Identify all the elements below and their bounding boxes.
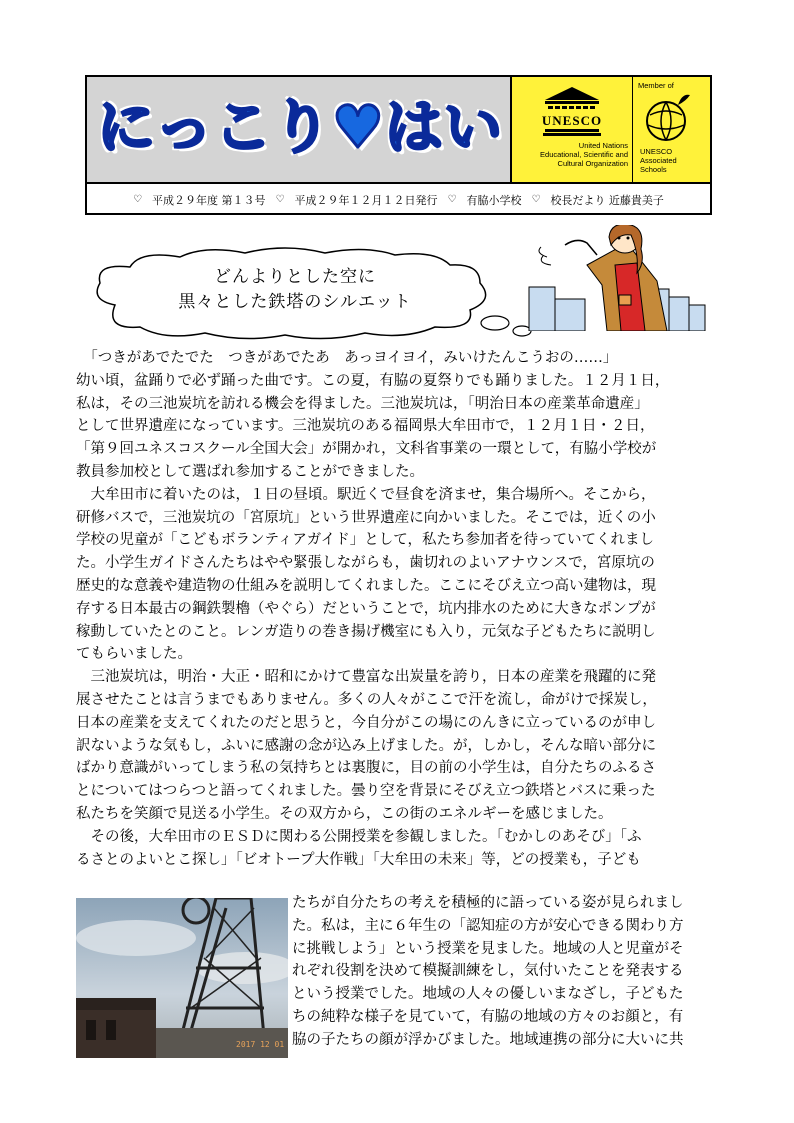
member-of-label: Member of bbox=[638, 81, 674, 90]
miyanohara-tower-photo bbox=[76, 898, 288, 1058]
headline-line-2: 黒々とした鉄塔のシルエット bbox=[178, 292, 412, 312]
article-paragraph: 「つきがあでたでた つきがあでたあ あっヨイヨイ，みいけたんこうおの……」 幼い頃，盆踊りで必ず踊った曲です。この夏，有脇の夏祭りでも踊りました。１２月１日， 私は，その三池炭坑を訪れる機会を得ました。三池炭坑は，「明治日本の産業革命遺産」 として世界遺産になっています。三池炭坑のある福岡県大牟田市で，１２月１日・２日， 「第９回ユネスコスクール全国大会」が開かれ，文科省事業の一環として，有脇小学校が 教員参加校として選ばれ参加することができました。 bbox=[76, 350, 670, 480]
heart-icon: ♡ bbox=[133, 194, 143, 205]
issue-number: 平成２９年度 第１３号 bbox=[152, 193, 266, 207]
heart-icon: ♡ bbox=[531, 194, 541, 205]
article-paragraph: 三池炭坑は，明治・大正・昭和にかけて豊富な出炭量を誇り，日本の産業を飛躍的に発 展させたことは言うまでもありません。多くの人々がここで汗を流し，命がけで採炭し， 日本の産業を支えてくれたのだと思うと，今自分がこの場にのんきに立っているのが申し 訳ないような気もし，ふいに感謝の念が込み上げました。が，しかし，そんな暗い部分に ばかり意識がいってしまう私の気持ちとは裏腹に，目の前の小学生は，自分たちのふるさ とについてはつらつと語ってくれました。曇り空を背景にそびえ立つ鉄塔とバスに乗った 私たちを笑顔で見送る小学生。その双方から，この街のエネルギーを感じました。 bbox=[76, 669, 657, 822]
title-banner bbox=[87, 77, 510, 182]
unesco-caption: United Nations Educational, Scientific and Cultural Organization bbox=[540, 141, 628, 168]
photo-date-stamp: 2017 12 01 bbox=[236, 1040, 285, 1049]
unesco-temple-icon bbox=[542, 85, 602, 137]
heart-icon: ♡ bbox=[275, 194, 285, 205]
newsletter-title: にっこり♥はい bbox=[97, 93, 503, 161]
article-paragraph: その後，大牟田市のＥＳＤに関わる公開授業を参観しました。「むかしのあそび」「ふ るさとのよいとこ探し」「ビオトープ大作戦」「大牟田の未来」等，どの授業も，子ども bbox=[76, 828, 642, 868]
principal-name: 校長だより 近藤貴美子 bbox=[550, 193, 664, 207]
unesco-logo-area bbox=[510, 77, 710, 182]
issue-info-bar bbox=[87, 182, 710, 215]
svg-text:UNESCO: UNESCO bbox=[542, 113, 602, 128]
windy-girl-illustration bbox=[527, 225, 707, 331]
article-paragraph: 大牟田市に着いたのは，１日の昼頃。駅近くで昼食を済ませ，集合場所へ。そこから， 研修バスで，三池炭坑の「宮原坑」という世界遺産に向かいました。そこでは，近くの小 学校の児童が「こどもボランティアガイド」として，私たち参加者を待っていてくれまし た。小学生ガイドさんたちはやや緊張しながらも，歯切れのよいアナウンスで，宮原坑の 歴史的な意義や建造物の仕組みを説明してくれました。ここにそびえ立つ高い建物は，現 存する日本最古の鋼鉄製櫓（やぐら）だということで，坑内排水のために大きなポンプが 稼動していたとのこと。レンガ造りの巻き揚げ機室にも入り，元気な子どもたちに説明し てもらいました。 bbox=[76, 486, 656, 663]
headline bbox=[130, 265, 460, 315]
issue-date: 平成２９年１２月１２日発行 bbox=[294, 193, 438, 207]
article-body bbox=[76, 347, 726, 871]
associated-schools-globe-icon bbox=[642, 91, 694, 146]
headline-line-1: どんよりとした空に bbox=[214, 267, 376, 287]
school-name: 有脇小学校 bbox=[466, 193, 522, 207]
unesco-logo bbox=[512, 77, 633, 182]
article-text-beside-photo: たちが自分たちの考えを積極的に語っている姿が見られまし た。私は，主に６年生の「認知症の方が安心できる関わり方 に挑戦しよう」という授業を見ました。地域の人と児童がそ れぞれ役割を決めて模擬訓練をし，気付いたことを発表する という授業でした。地域の人々の優しいまなざし，子どもた ちの純粋な様子を見ていて，有脇の地域の方々のお顔と，有 脇の子たちの顔が浮かびました。地域連携の部分に大いに共 bbox=[292, 895, 684, 1048]
masthead bbox=[85, 75, 712, 215]
heart-icon: ♡ bbox=[447, 194, 457, 205]
associated-schools-caption: UNESCO Associated Schools bbox=[640, 147, 677, 174]
